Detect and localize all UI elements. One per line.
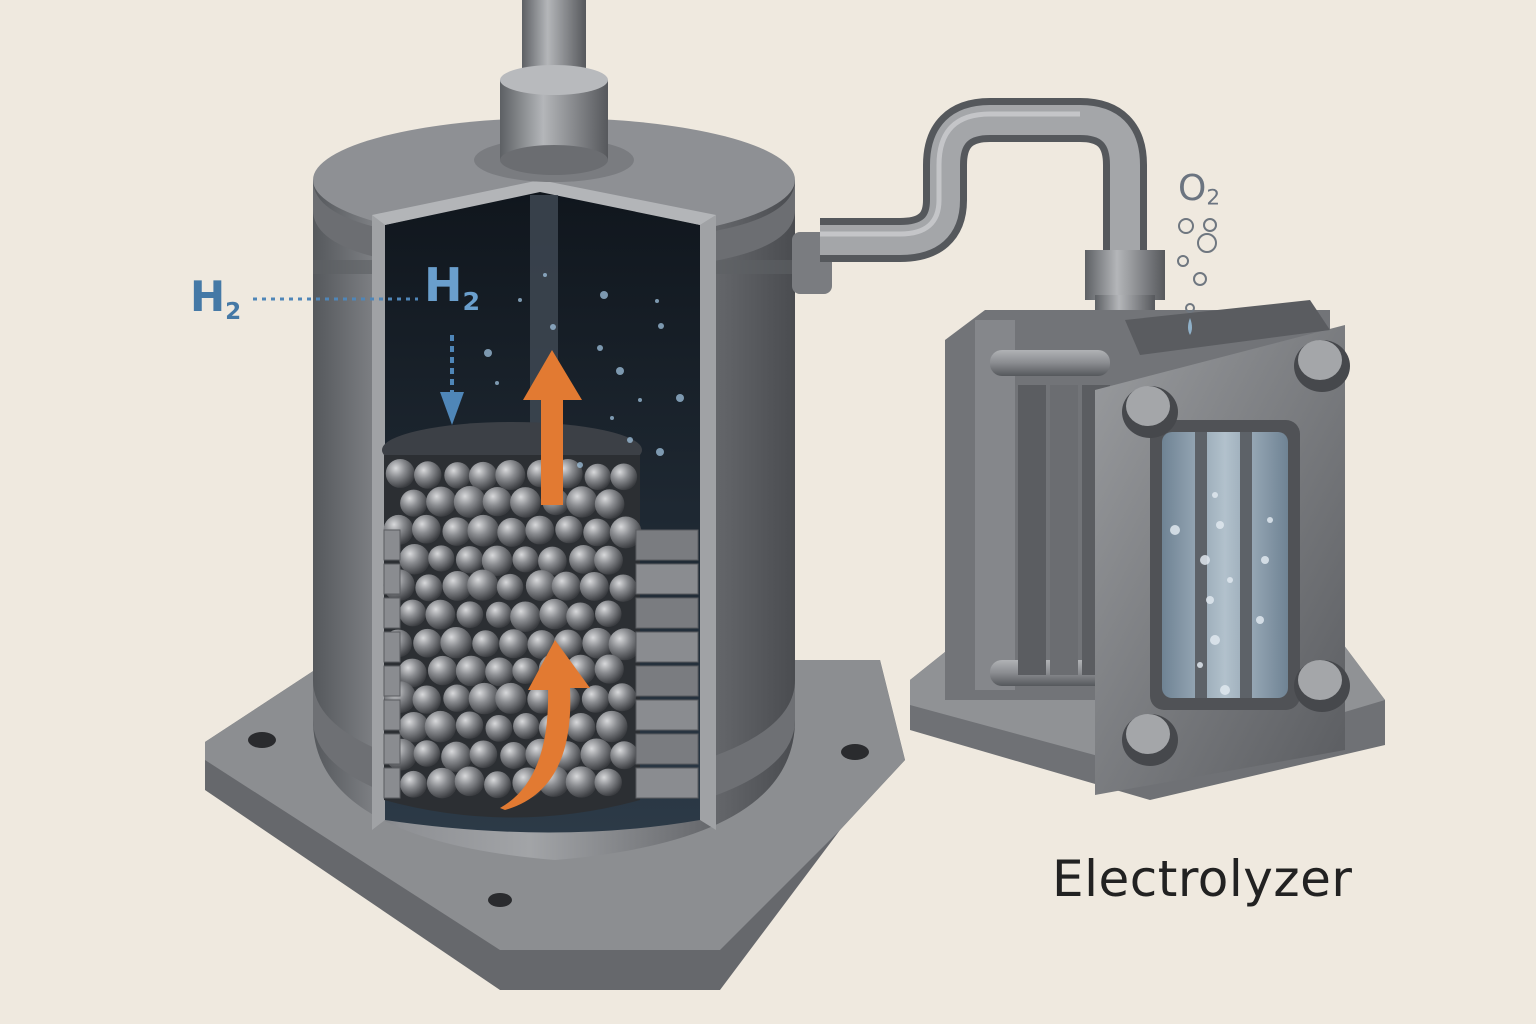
electrolyte-bubble [1212,492,1218,498]
frame-bolt [1122,714,1178,766]
gas-bubble [600,291,608,299]
bolt-hole [248,732,276,748]
hydride-pellet [512,546,538,572]
electrolyte-bubble [1227,577,1233,583]
gas-bubble [656,448,664,456]
bed-plate [636,666,698,696]
bed-plate [636,530,698,560]
hydride-pellet [595,655,624,684]
bed-plate [384,734,400,764]
hydride-pellet [470,740,498,768]
hydride-pellet [495,460,525,490]
gas-bubble [676,394,684,402]
electrolyzer-unit [910,300,1385,800]
hydride-pellet [467,570,498,601]
hydride-pellet [413,629,442,658]
frame-bolt [1294,660,1350,712]
hydride-pellet [399,712,429,742]
gas-bubble [550,324,556,330]
bed-plate [384,564,400,594]
hydride-pellet [499,629,528,658]
hydride-pellet [596,711,627,742]
h2-internal-label [424,258,480,316]
bed-plate [636,632,698,662]
hydride-pellet [594,546,623,575]
gas-bubble [597,345,603,351]
hydride-pellet [400,771,427,798]
hydride-pellet [456,656,487,687]
hydride-pellet [569,545,598,574]
hydride-pellet [425,711,456,742]
hydride-pellet [610,741,638,769]
hydride-pellet [426,487,456,517]
bed-plate [636,768,698,798]
gas-bubble [638,398,642,402]
hydride-pellet [428,656,457,685]
hydride-pellet [500,742,527,769]
hydride-pellet [552,572,581,601]
connecting-pipe [792,114,1165,335]
hydride-pellet [585,464,611,490]
electrolyte-bubble [1256,616,1264,624]
hydride-pellet [442,517,470,545]
hydride-pellet [456,711,483,738]
hydride-pellet [454,486,486,518]
electrolyzer-label: Electrolyzer [1052,850,1353,908]
bed-plate [636,598,698,628]
pipe-coupling [1085,250,1165,300]
hydride-pellet [510,602,540,632]
gas-bubble [577,462,583,468]
electrolyte-bubble [1267,517,1273,523]
h2-inner-symbol: H [424,258,463,312]
bed-plate [384,598,400,628]
hydride-pellet [472,630,499,657]
hydride-pellet [413,685,441,713]
hydride-pellet [467,515,499,547]
hydride-pellet [582,628,613,659]
gas-bubble [518,298,522,302]
bed-plate [384,530,400,560]
h2-external-label [190,272,241,325]
hydride-pellet [610,463,637,490]
hydride-pellet [495,683,526,714]
hydride-pellet [555,516,582,543]
hydride-pellet [425,600,455,630]
hydride-pellet [497,574,523,600]
gas-bubble [658,323,664,329]
frame-bolt [1122,386,1178,438]
hydride-pellet [440,627,471,658]
bolt-hole [488,893,512,907]
hydride-pellet [608,683,636,711]
hydride-pellet [400,490,427,517]
electrolyte-bubble [1170,525,1180,535]
hydride-pellet [414,740,441,767]
hydride-pellet [486,602,512,628]
hydride-pellet [609,574,636,601]
gas-bubble [543,273,547,277]
hydride-pellet [415,574,442,601]
tie-rod [990,350,1110,376]
h2-inner-subscript: 2 [462,286,481,316]
hydride-pellet [595,600,621,626]
hydride-pellet [539,599,569,629]
bed-plate [384,768,400,798]
electrolyte-window [1162,432,1288,698]
hydride-pellet [469,462,497,490]
frame-bolt [1294,340,1350,392]
electrolyte-bubble [1210,635,1220,645]
hydride-pellet [457,601,484,628]
gas-bubble [484,349,492,357]
hydride-pellet [510,487,541,518]
hydride-pellet [483,487,512,516]
electrolyte-bubble [1261,556,1269,564]
hydride-pellet [580,572,609,601]
h2-outer-subscript: 2 [225,299,242,326]
o2-symbol: O [1178,168,1207,209]
electrolyte-bubble [1197,662,1203,668]
hydride-pellet [497,518,526,547]
gas-bubble [610,416,614,420]
h2-outer-symbol: H [190,272,226,321]
hydride-pellet [455,767,485,797]
electrolyte-bubble [1216,521,1224,529]
hydride-pellet [594,769,621,796]
gas-bubble [627,437,633,443]
hydride-pellet [581,738,613,770]
electrolyte-bubble [1200,555,1210,565]
hydride-pellet [485,658,514,687]
bed-plate [636,564,698,594]
top-pipe [474,0,634,182]
hydride-pellet [399,600,426,627]
hydride-pellet [486,715,513,742]
hydride-pellet [566,713,595,742]
hydride-pellet [412,515,441,544]
gas-bubble [616,367,624,375]
hydride-pellet [386,459,415,488]
gas-bubble [655,299,659,303]
hydride-pellet [484,771,511,798]
hydride-pellet [566,486,597,517]
o2-label [1178,168,1220,210]
hydride-pellet [595,489,625,519]
bed-plate [384,700,400,730]
hydride-pellet [583,519,611,547]
hydride-pellet [566,602,594,630]
hydride-pellet [582,685,610,713]
hydride-pellet [566,766,597,797]
bolt-hole [841,744,869,760]
o2-subscript: 2 [1206,185,1221,211]
hydride-pellet [427,768,457,798]
hydride-pellet [525,516,554,545]
bed-plate [636,734,698,764]
bed-plate [384,666,400,696]
electrolyte-bubble [1206,596,1214,604]
electrolyte-bubble [1220,685,1230,695]
hydride-pellet [414,461,441,488]
gas-bubble [495,381,499,385]
hydride-pellet [456,546,483,573]
hydride-pellet [444,462,470,488]
bed-plate [384,632,400,662]
hydride-pellet [513,713,539,739]
hydride-pellet [428,545,454,571]
hydride-pellet [399,544,429,574]
hydride-pellet [443,685,470,712]
bed-plate [636,700,698,730]
